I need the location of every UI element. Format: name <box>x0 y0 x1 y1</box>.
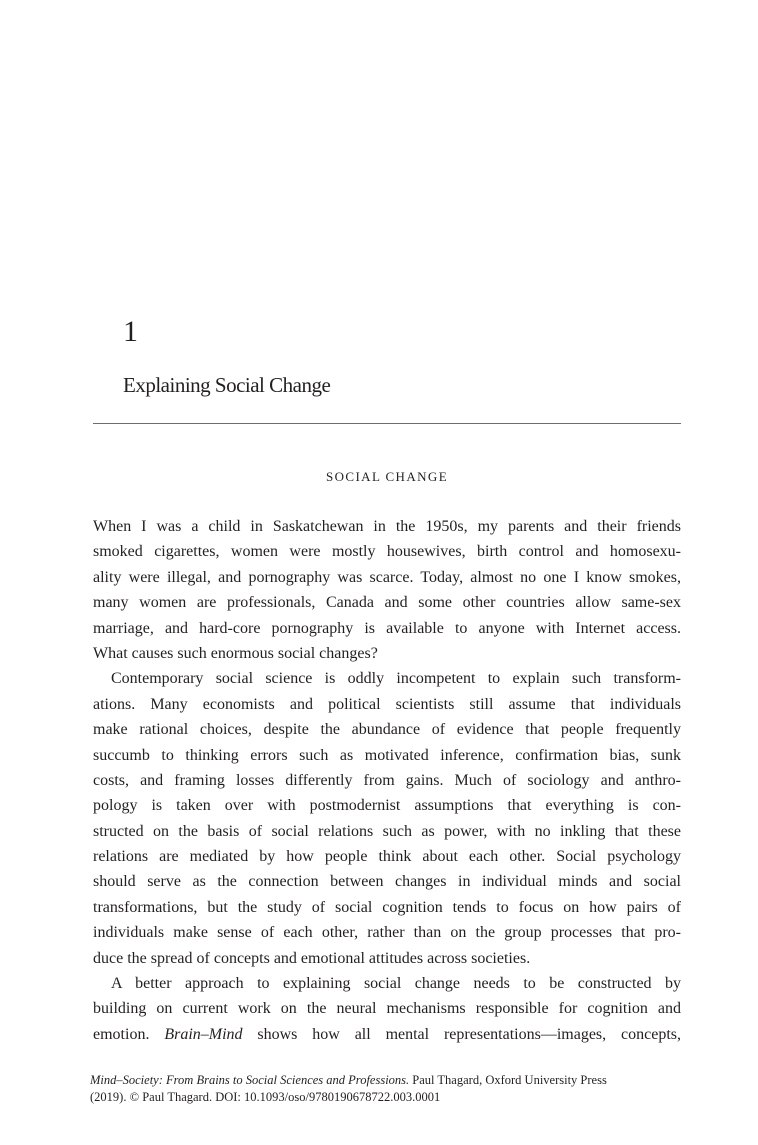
body-text <box>93 514 681 1047</box>
body-line: transformations, but the study of social cognition tends to focus on how pairs of <box>93 898 681 916</box>
body-line: costs, and framing losses differently from gains. Much of sociology and anthro- <box>93 771 681 789</box>
footnote-book-title: Mind–Society: From Brains to Social Sciences and Professions. <box>90 1073 410 1087</box>
footnote <box>90 1072 690 1106</box>
body-line: When I was a child in Saskatchewan in the 1950s, my parents and their friends <box>93 518 681 535</box>
body-line: duce the spread of concepts and emotional attitudes across societies. <box>93 949 531 967</box>
body-line: make rational choices, despite the abundance of evidence that people frequently <box>93 721 681 739</box>
body-line: Contemporary social science is oddly incompetent to explain such transform- <box>111 670 681 688</box>
body-line: relations are mediated by how people think about each other. Social psychology <box>93 848 681 866</box>
body-line: structed on the basis of social relations such as power, with no inkling that these <box>93 822 681 840</box>
body-line: A better approach to explaining social change needs to be constructed by <box>111 975 681 993</box>
body-line-last <box>93 1022 681 1047</box>
body-line: succumb to thinking errors such as motivated inference, confirmation bias, sunk <box>93 746 681 764</box>
book-title-italic: Brain–Mind <box>164 1025 243 1043</box>
body-line: What causes such enormous social changes? <box>93 644 378 662</box>
chapter-title: Explaining Social Change <box>123 373 331 397</box>
body-line: individuals make sense of each other, rather than on the group processes that pro- <box>93 924 681 942</box>
body-line: ality were illegal, and pornography was scarce. Today, almost no one I know smokes, <box>93 568 681 586</box>
body-line: ations. Many economists and political scientists still assume that individuals <box>93 695 681 713</box>
body-line: should serve as the connection between changes in individual minds and social <box>93 873 681 891</box>
body-line-prefix: emotion. <box>93 1025 165 1043</box>
footnote-line-2: (2019). © Paul Thagard. DOI: 10.1093/oso/9780190678722.003.0001 <box>90 1090 441 1104</box>
chapter-rule <box>93 423 681 424</box>
body-line: marriage, and hard-core pornography is available to anyone with Internet access. <box>93 619 681 637</box>
body-line: pology is taken over with postmodernist assumptions that everything is con- <box>93 797 681 815</box>
body-line: building on current work on the neural mechanisms responsible for cognition and <box>93 1000 681 1018</box>
footnote-line-1 <box>90 1072 690 1089</box>
chapter-number: 1 <box>123 315 138 348</box>
footnote-publisher: Paul Thagard, Oxford University Press <box>409 1073 607 1087</box>
body-line: many women are professionals, Canada and some other countries allow same-sex <box>93 594 681 612</box>
body-line-suffix: shows how all mental representations—images, concepts, <box>242 1025 681 1043</box>
body-line: smoked cigarettes, women were mostly housewives, birth control and homosexu- <box>93 543 681 561</box>
section-heading: SOCIAL CHANGE <box>325 469 449 484</box>
